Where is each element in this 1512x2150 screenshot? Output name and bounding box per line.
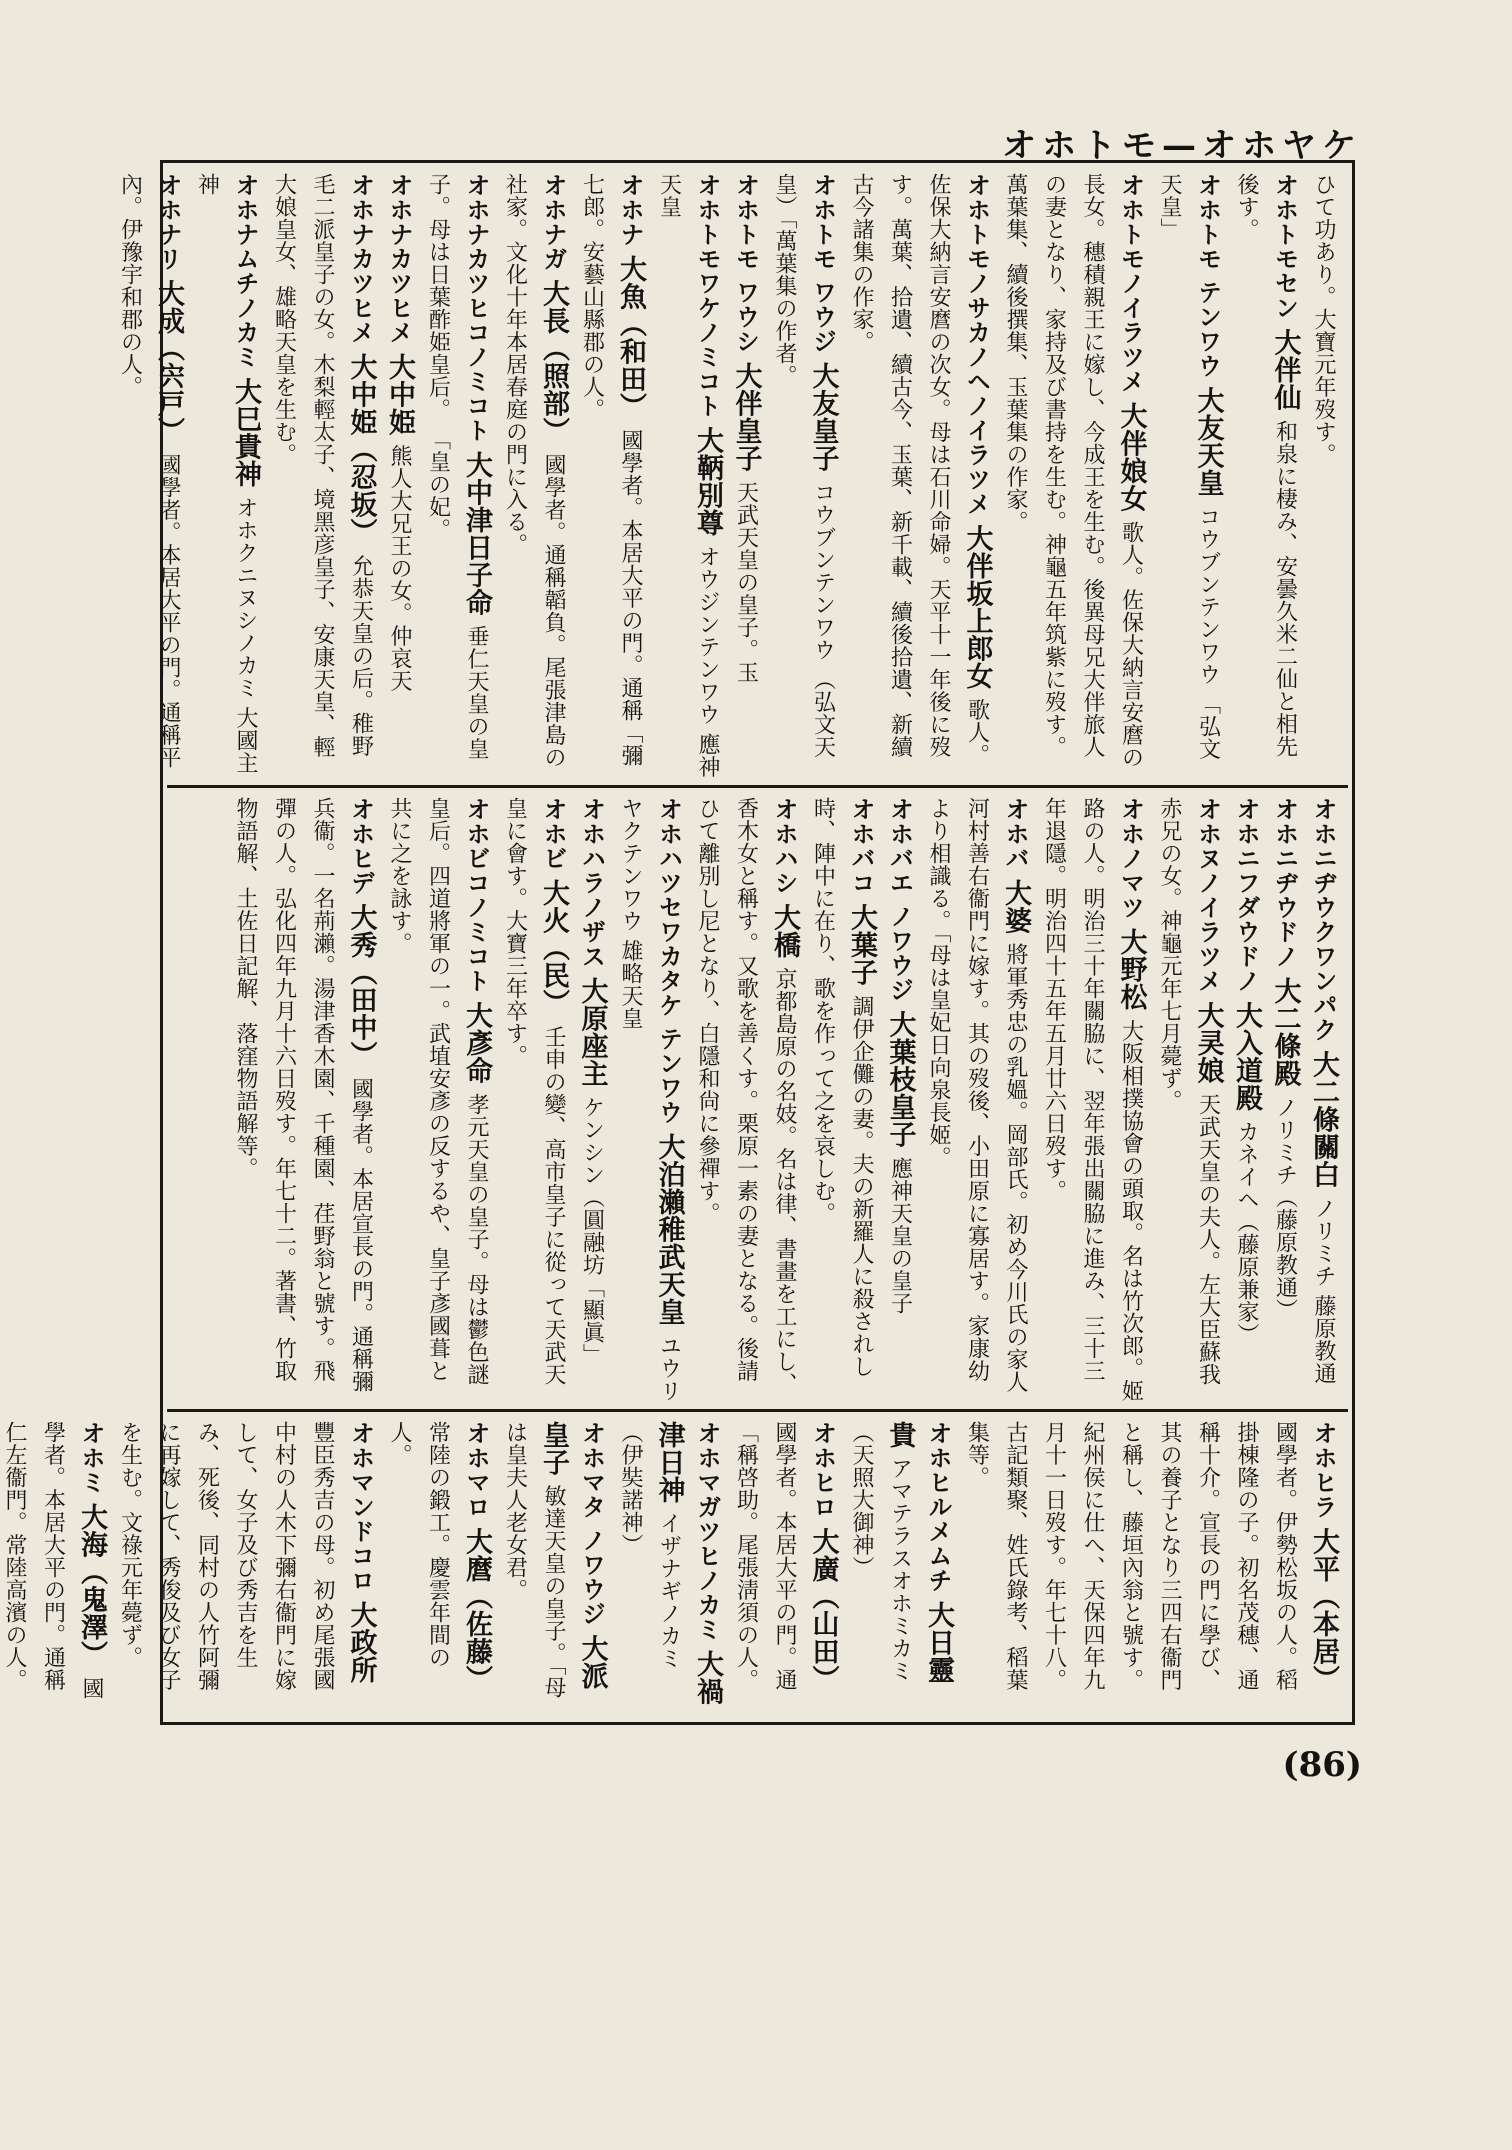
entry-description: ノリミチ（藤原教通） <box>1272 1096 1298 1322</box>
dictionary-entry <box>572 173 649 779</box>
dictionary-entry <box>611 797 688 1403</box>
entry-reading: オホバ <box>1001 797 1029 871</box>
entry-reading: オホトモノサカノヘノイラツメ <box>962 173 991 516</box>
dictionary-entry <box>572 797 611 1403</box>
dictionary-entry <box>380 173 419 779</box>
entry-reading: オホトモワケノミコト <box>693 173 721 418</box>
dictionary-entry <box>1265 797 1304 1403</box>
entry-description: 大阪相撲協會の頭取。名は竹次郎。姬路の人。明治三十年關脇に、翌年張出關脇に進み、三十三年退隱。明治四十五年五月廿六日歿す。 <box>1041 797 1144 1403</box>
dictionary-entry <box>1304 797 1343 1403</box>
entry-headword: 大麿（佐藤） <box>461 1527 492 1693</box>
entry-reading: オホヌノイラツメ <box>1193 797 1222 993</box>
entry-headword: 大友天皇 <box>1192 386 1224 497</box>
entry-reading: オホマタ ノワウジ <box>577 1421 606 1626</box>
dictionary-entry <box>1150 173 1227 779</box>
entry-description: ひて功あり。大寶元年歿す。 <box>1311 173 1336 466</box>
entry-description: 孝元天皇の皇子。母は鬱色謎皇后。四道將軍の一。武埴安彥の反するや、皇子彥國葺と共に之を詠す。 <box>387 797 489 1386</box>
entry-description: コウブンテンワウ 「弘文天皇」 <box>1157 173 1221 761</box>
entry-description: コウブンテンワウ （弘文天皇）「萬葉集の作者。 <box>772 173 836 759</box>
dictionary-entry <box>110 1421 380 1709</box>
entry-description: 敏達天皇の皇子。「母は皇夫人老女君。 <box>502 1421 566 1699</box>
entry-reading: オホマンドコロ <box>346 1421 375 1593</box>
dictionary-entry <box>842 173 996 779</box>
section-bottom-columns <box>2 1421 1342 1709</box>
entry-reading: オホナムチノカミ <box>231 173 259 369</box>
entry-headword: 大政所 <box>345 1601 377 1684</box>
section-middle-columns <box>173 797 1342 1403</box>
entry-description: オウジンテンワウ 應神天皇 <box>656 173 720 779</box>
entry-description: オホクニヌシノカミ 大國主神 <box>194 173 258 775</box>
entry-headword: 大㚑娘 <box>1192 1001 1224 1085</box>
dictionary-entry <box>1034 797 1150 1403</box>
entry-headword: 大火（民） <box>538 879 569 1017</box>
entry-reading: オホナリ <box>154 173 182 271</box>
entry-headword: 大日靈貴 <box>884 1421 954 1684</box>
entry-reading: オホナカツヒコノミコト <box>462 173 490 443</box>
dictionary-entry <box>187 173 264 779</box>
entry-headword: 大伴坂上郎女 <box>961 524 993 690</box>
entry-description: イザナギノカミ（伊奘諾神） <box>618 1421 682 1670</box>
dictionary-entry <box>495 173 572 779</box>
entry-headword: 大泊瀨稚武天皇 <box>653 1133 685 1326</box>
entry-reading: オホヒラ <box>1309 1421 1337 1519</box>
entry-headword: 大長（照部） <box>538 279 569 445</box>
entry-reading: オホヒロ <box>808 1421 837 1519</box>
entry-reading: オホマガツヒノカミ <box>693 1421 721 1642</box>
entry-reading: オホトモ ワウジ <box>808 173 837 354</box>
dictionary-entry <box>1227 797 1266 1403</box>
entry-headword: 大伴娘女 <box>1115 402 1147 513</box>
dictionary-entry <box>264 173 380 779</box>
entry-description: 國學者。伊勢松坂の人。稻掛棟隆の子。初名茂穗、通稱十介。宣長の門に學び、其の養子となり三四右衞門と稱し、藤垣內翁と號す。紀州侯に仕へ、天保四年九月十一日歿す。年七十八。古記類聚、姓氏錄考、稻葉集等。 <box>964 1421 1298 1691</box>
dictionary-entry <box>803 797 880 1403</box>
entry-description: 天武天皇の夫人。左大臣蘇我赤兄の女。神龜元年七月薨ず。 <box>1157 797 1221 1386</box>
entry-reading: オホヒデ <box>346 797 375 895</box>
entry-description: 豐臣秀吉の母。初め尾張國中村の人木下彌右衞門に嫁して、女子及び秀吉を生み、死後、同村の人竹阿彌に再嫁して、秀俊及び女子を生む。文祿元年薨ず。 <box>117 1421 335 1691</box>
entry-headword: 大彥命 <box>461 1001 492 1085</box>
entry-reading: オホハツセワカタケ テンワウ <box>654 797 683 1125</box>
entry-headword: 大葉枝皇子 <box>884 1010 916 1149</box>
section-top <box>117 167 1348 788</box>
entry-description: 將軍秀忠の乳媼。岡部氏。初め今川氏の家人河村善右衞門に嫁す。其の歿後、小田原に寡居す。家康幼より相識る。「母は皇妃日向泉長姬。 <box>926 797 1028 1394</box>
entry-reading: オホノマツ <box>1116 797 1145 920</box>
entry-reading: オホナ <box>616 173 644 247</box>
dictionary-entry <box>919 797 1035 1403</box>
entry-description: 國學者。本居大平の門。通「稱啓助。尾張淸須の人。 <box>733 1421 797 1691</box>
entry-description: 垂仁天皇の皇子。母は日葉酢姫皇后。 「皇の妃。 <box>425 173 489 761</box>
entry-reading: オホナガ <box>539 173 567 271</box>
entry-reading: オホニヂウクワンパク <box>1309 797 1337 1042</box>
entry-reading: オホナカツヒメ <box>385 173 413 345</box>
section-top-columns <box>117 173 1342 779</box>
dictionary-entry <box>0 1421 110 1709</box>
dictionary-entry <box>726 173 765 779</box>
entry-headword: 大成（宍戸） <box>153 279 184 445</box>
entry-headword: 大橋 <box>769 903 800 959</box>
dictionary-entry <box>611 1421 727 1709</box>
entry-headword: 大二條關白 <box>1308 1050 1339 1189</box>
dictionary-entry <box>842 1421 958 1709</box>
entry-headword: 大廣（山田） <box>807 1527 839 1693</box>
dictionary-entry <box>380 797 496 1403</box>
entry-reading: オホマロ <box>462 1421 490 1519</box>
entry-description: 天武天皇の皇子。玉 <box>733 480 759 684</box>
entry-description: 常陸の鍛工。慶雲年間の人。 <box>387 1421 451 1669</box>
entry-reading: オホミ <box>77 1421 105 1495</box>
entry-headword: 大秀（田中） <box>345 903 377 1069</box>
entry-description: 國學者。本居大平の門。通稱「彌七郎。安藝山縣郡の人。 <box>579 173 643 767</box>
entry-headword: 大派皇子 <box>538 1421 608 1690</box>
dictionary-entry <box>110 173 187 779</box>
entry-description: 歌人。佐保大納言安麿の次女。母は石川命婦。天平十一年後に歿す。萬葉、拾遺、續古今、玉葉、新千載、續後拾遺、新續古今諸集の作家。 <box>849 173 990 767</box>
entry-headword: 大原座主 <box>576 977 608 1088</box>
entry-headword: 大野松 <box>1115 928 1147 1011</box>
entry-headword: 大伴皇子 <box>730 362 762 473</box>
dictionary-entry <box>226 797 380 1403</box>
entry-description: 和泉に棲み、安曇久米二仙と相先後す。 <box>1234 173 1298 758</box>
entry-headword: 大平（本居） <box>1308 1527 1339 1693</box>
dictionary-entry <box>649 173 726 779</box>
section-middle <box>167 791 1348 1412</box>
entry-reading: オホバエ ノワウジ <box>885 797 914 1002</box>
entry-description: 國學者。本居宣長の門。通稱彌兵衞。一名荊瀨。湯津香木園、千種園、荏野翁と號す。飛彈の人。弘化四年九月十六日歿す。年七十二。著書、竹取物語解、土佐日記解、落窪物語解等。 <box>233 797 374 1393</box>
entry-headword: 大海（鬼澤） <box>76 1503 107 1669</box>
entry-headword: 大中津日子命 <box>461 451 492 617</box>
entry-headword: 大鞆別尊 <box>692 426 723 537</box>
entry-description: ノリミチ 藤原教通 <box>1311 1197 1336 1385</box>
dictionary-entry <box>996 173 1150 779</box>
entry-description: ユウリヤクテンワウ 雄略天皇 <box>618 797 682 1402</box>
dictionary-page-frame <box>2 160 1355 1725</box>
dictionary-entry <box>726 1421 842 1709</box>
dictionary-entry <box>765 173 842 779</box>
entry-headword: 大伴仙 <box>1269 328 1301 412</box>
dictionary-entry <box>880 797 919 1403</box>
entry-headword: 大婆 <box>1000 879 1031 935</box>
entry-reading: オホニヂウドノ <box>1270 797 1299 969</box>
entry-headword: 大禍津日神 <box>653 1421 723 1706</box>
entry-description: ケンシン（圓融坊「顯眞」 <box>579 1096 605 1367</box>
dictionary-entry <box>1227 173 1304 779</box>
dictionary-entry <box>1150 797 1227 1403</box>
entry-description: 歌人。佐保大納言安麿の長女。穗積親王に嫁し、今成王を生む。後異母兄大伴旅人の妻となり、家持及び書持を生む。神龜五年筑紫に歿す。萬葉集、續後撰集、玉葉集の作家。 <box>1003 173 1144 769</box>
entry-reading: オホバコ <box>847 797 875 895</box>
entry-headword: 大中姫（忍坂） <box>345 353 377 546</box>
dictionary-entry <box>495 1421 611 1709</box>
entry-description: 允恭天皇の后。稚野毛二派皇子の女。木梨輕太子、境黑彦皇子、安康天皇、輕大娘皇女、雄略天皇を生む。 <box>271 173 374 758</box>
entry-description: 京都島原の名妓。名は律、書畫を工にし、香木女と稱す。又歌を善くす。栗原一素の妻となる。後請ひて離別し尼となり、白隱和尙に參禪す。 <box>695 797 797 1396</box>
entry-description: 熊人大兄王の女。仲哀天 <box>387 444 412 693</box>
entry-description: アマテラスオホミカミ（天照大御神） <box>849 1421 913 1683</box>
entry-reading: オホヒルメムチ <box>924 1421 952 1593</box>
dictionary-entry <box>418 173 495 779</box>
running-head: オホトモ—オホヤケ <box>1002 126 1362 166</box>
entry-headword: 大巳貴神 <box>230 377 261 488</box>
entry-reading: オホトモ テンワウ <box>1193 173 1222 378</box>
entry-reading: オホビ <box>539 797 567 871</box>
entry-reading: オホニフダウドノ <box>1232 797 1260 993</box>
dictionary-entry <box>688 797 804 1403</box>
entry-description: 國學者。通稱韜負。尾張津島の社家。文化十年本居春庭の門に入る。 <box>502 173 566 769</box>
entry-headword: 大魚（和田） <box>615 255 646 421</box>
entry-reading: オホトモセン <box>1270 173 1299 320</box>
entry-description: 應神天皇の皇子 <box>887 1156 913 1315</box>
dictionary-entry <box>380 1421 496 1709</box>
page-number: (86) <box>1282 1745 1362 1785</box>
entry-description: 國學者。本居大平の門。通稱仁左衞門。常陸高濱の人。 <box>2 1421 104 1700</box>
entry-description: カネイヘ（藤原兼家） <box>1234 1120 1259 1346</box>
entry-description: 調伊企儺の妻。夫の新羅人に殺されし時、陣中に在り、歌を作って之を哀しむ。 <box>810 797 874 1378</box>
entry-headword: 大入道殿 <box>1231 1001 1262 1112</box>
entry-reading: オホナカツヒメ <box>346 173 375 345</box>
entry-reading: オホハシ <box>770 797 798 895</box>
dictionary-entry <box>1304 173 1343 779</box>
entry-description: 國學者。本居大平の門。通稱平內。伊豫宇和郡の人。 <box>117 173 181 769</box>
entry-reading: オホビコノミコト <box>462 797 490 993</box>
entry-reading: オホトモノイラツメ <box>1116 173 1145 394</box>
entry-reading: オホハラノザス <box>577 797 606 969</box>
dictionary-entry <box>957 1421 1342 1709</box>
section-bottom <box>2 1415 1348 1715</box>
entry-headword: 大友皇子 <box>807 362 839 473</box>
entry-headword: 大中姫 <box>384 353 415 436</box>
entry-headword: 大二條殿 <box>1269 977 1301 1088</box>
dictionary-entry <box>495 797 572 1403</box>
entry-description: 壬申の變、高市皇子に從って天武天皇に會す。大寶三年卒す。 <box>502 797 566 1386</box>
entry-headword: 大葉子 <box>846 903 877 987</box>
entry-reading: オホトモ ワウシ <box>731 173 760 354</box>
